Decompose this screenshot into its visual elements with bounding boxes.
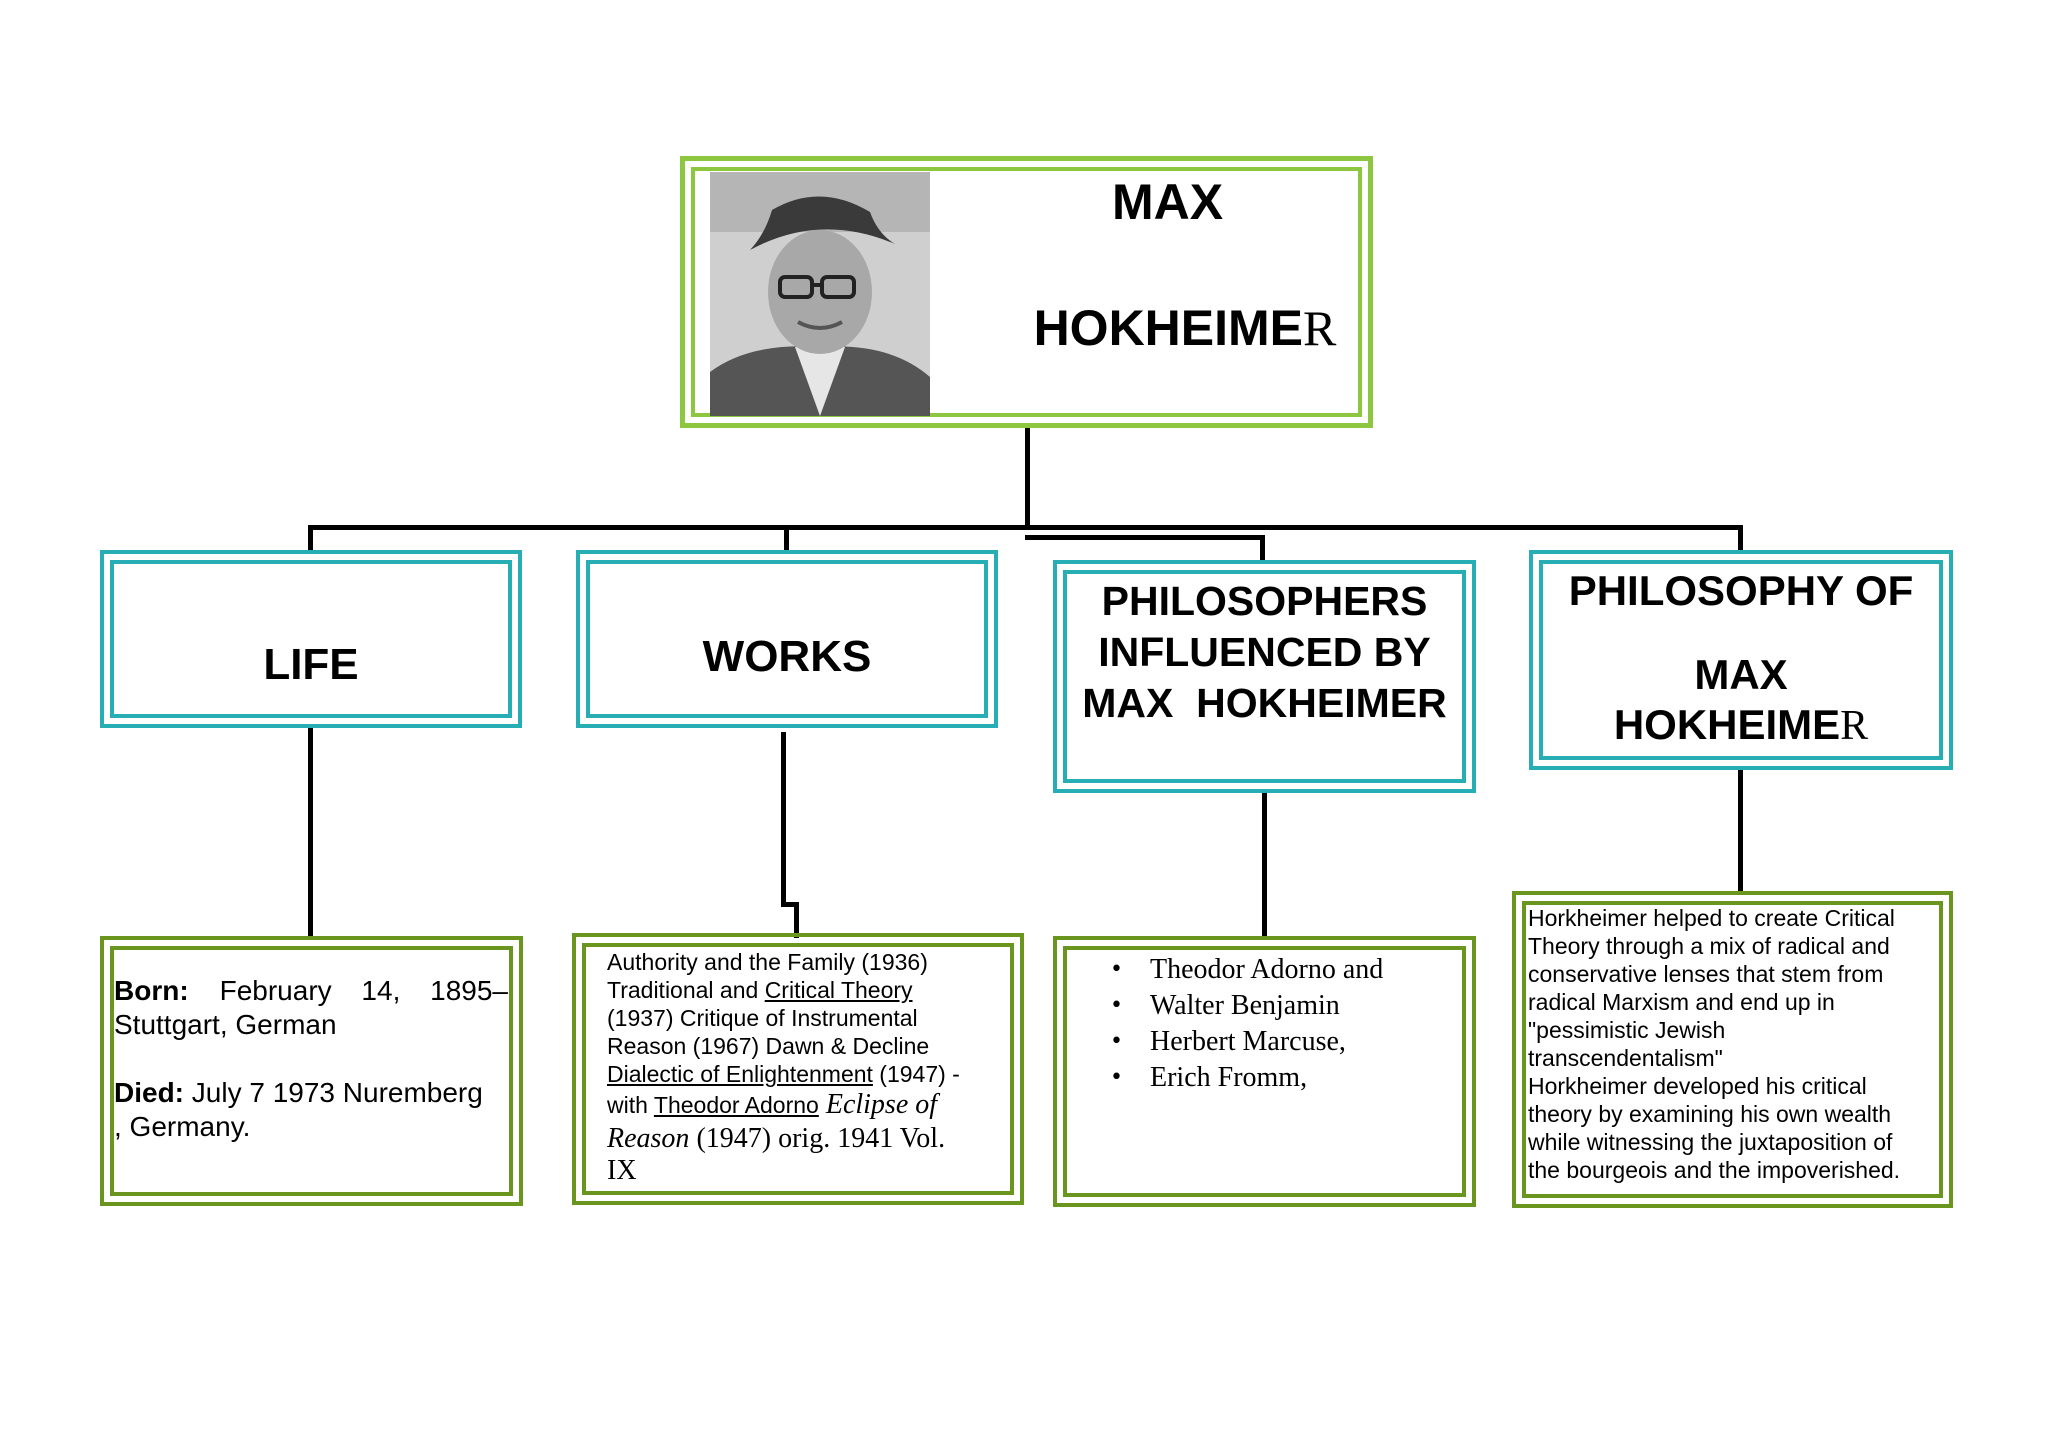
philosophy-text-line: theory by examining his own wealth [1528, 1101, 1892, 1127]
connector-philosophers-up [1260, 535, 1265, 561]
category-life-label: LIFE [263, 640, 359, 689]
born-place: Stuttgart, German [114, 1009, 337, 1040]
philosophers-line1: PHILOSOPHERS [1101, 578, 1428, 624]
died-row [114, 1076, 508, 1110]
root-title-line1: MAX [1111, 174, 1224, 230]
philosophy-text-line: "pessimistic Jewish [1528, 1017, 1726, 1043]
root-title-line2: HOKHEIMER [1033, 300, 1337, 356]
works-line5: Dialectic of Enlightenment (1947) - [607, 1061, 960, 1087]
born-row [114, 974, 508, 1008]
connector-philosophy-down [1738, 770, 1743, 894]
philosopher-item: • Theodor Adorno and [1104, 952, 1464, 988]
philosophy-line3: HOKHEIMER [1613, 701, 1869, 749]
philosophers-line3: MAX HOKHEIMER [1082, 680, 1447, 726]
philosophy-line2: MAX [1694, 651, 1788, 698]
connector-horizontal [308, 525, 1743, 530]
connector-philosophers-down [1262, 793, 1267, 938]
philosophy-text-line: the bourgeois and the impoverished. [1528, 1157, 1901, 1183]
category-life [100, 550, 522, 728]
works-line7: Reason (1947) orig. 1941 Vol. [607, 1123, 946, 1154]
category-works-label: WORKS [702, 632, 872, 681]
philosopher-item: • Herbert Marcuse, [1104, 1024, 1464, 1060]
philosophy-text [1528, 904, 1940, 1184]
born-label: Born: [114, 975, 189, 1006]
works-line4: Reason (1967) Dawn & Decline [607, 1033, 930, 1059]
connector-life-down [308, 728, 313, 938]
died-value: July 7 1973 Nuremberg [191, 1077, 483, 1108]
works-line6: with Theodor Adorno Eclipse of [607, 1089, 938, 1120]
works-line3: (1937) Critique of Instrumental [607, 1005, 918, 1031]
critical-theory-link: Critical Theory [764, 977, 913, 1003]
connector-works-down-1 [781, 732, 786, 907]
works-line2: Traditional and Critical Theory [607, 977, 913, 1003]
philosophy-line1: PHILOSOPHY OF [1568, 567, 1914, 614]
portrait-photo-icon [710, 172, 930, 416]
philosophers-line2: INFLUENCED BY [1098, 629, 1431, 675]
philosophy-text-line: Horkheimer developed his critical [1528, 1073, 1867, 1099]
category-philosophy-label [1529, 566, 1953, 751]
philosophy-text-line: Horkheimer helped to create Critical [1528, 905, 1895, 931]
philosopher-item: • Walter Benjamin [1104, 988, 1464, 1024]
connector-life-up [308, 525, 313, 551]
connector-works-up [784, 525, 789, 551]
connector-philosophers-step [1025, 535, 1265, 540]
dialectic-link: Dialectic of Enlightenment [607, 1061, 873, 1087]
philosopher-item: • Erich Fromm, [1104, 1060, 1464, 1096]
died-label: Died: [114, 1077, 184, 1108]
works-line8: IX [607, 1155, 637, 1186]
category-philosophers-label [1053, 576, 1476, 729]
works-text [607, 948, 1017, 1186]
life-text [114, 974, 508, 1144]
died-place: , Germany. [114, 1111, 251, 1142]
connector-philosophy-up [1738, 525, 1743, 551]
philosophy-text-line: conservative lenses that stem from [1528, 961, 1884, 987]
works-line1: Authority and the Family (1936) [607, 949, 928, 975]
philosophers-list [1104, 952, 1464, 1096]
adorno-link: Theodor Adorno [653, 1092, 819, 1118]
philosophy-text-line: while witnessing the juxtaposition of [1528, 1129, 1893, 1155]
born-value: February 14, 1895– [219, 975, 508, 1006]
philosophy-text-line: transcendentalism" [1528, 1045, 1723, 1071]
philosophy-text-line: Theory through a mix of radical and [1528, 933, 1890, 959]
connector-root-down [1025, 425, 1030, 529]
philosophy-text-line: radical Marxism and end up in [1528, 989, 1835, 1015]
